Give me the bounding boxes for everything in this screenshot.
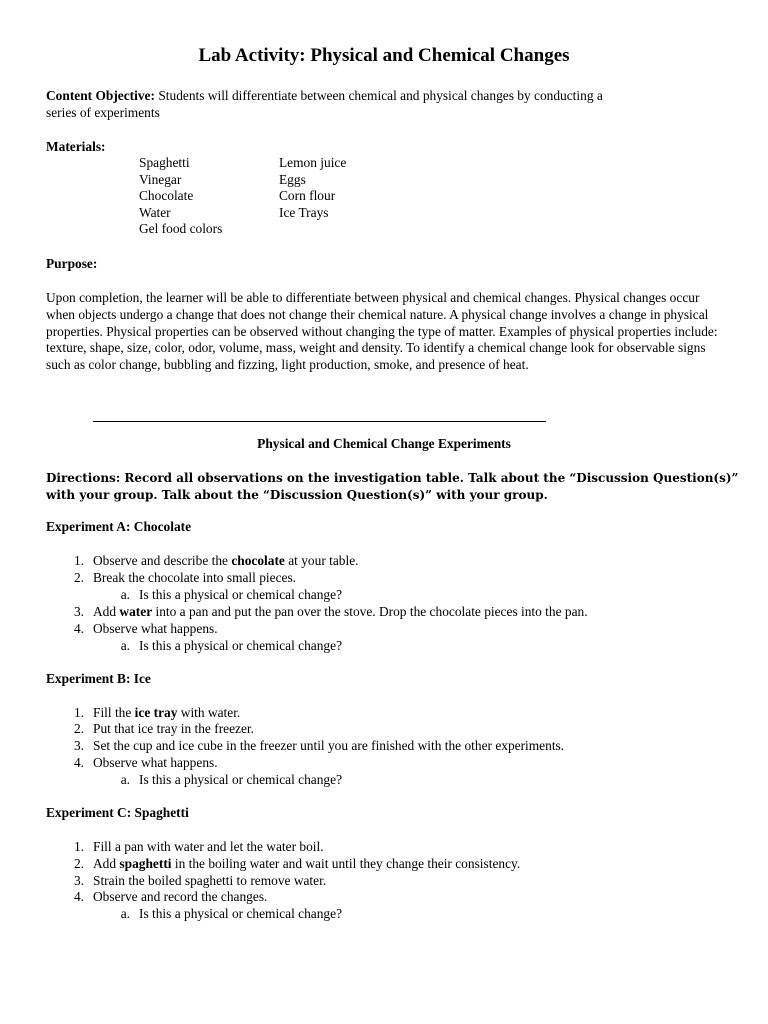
list-number: 1. [73, 553, 84, 568]
experiment-c-step-2 [93, 856, 520, 873]
step-keyword: spaghetti [119, 856, 172, 871]
experiment-a-step-3 [93, 604, 588, 621]
step-text: Observe and describe the [93, 553, 232, 568]
experiment-b-step-4: Observe what happens. [93, 755, 218, 770]
list-number: 3. [73, 738, 84, 753]
step-text: into a pan and put the pan over the stove. Drop the chocolate pieces into the pan. [152, 604, 588, 619]
experiment-a-step-2: Break the chocolate into small pieces. [93, 570, 297, 585]
objective-line-1 [46, 88, 603, 105]
objective-line-2: series of experiments [46, 105, 160, 120]
step-keyword: water [119, 604, 153, 619]
sub-list-letter: a. [120, 906, 130, 921]
experiments-heading [0, 436, 768, 453]
list-number: 1. [73, 705, 84, 720]
experiment-a-step-4: Observe what happens. [93, 621, 218, 636]
material-item: Ice Trays [279, 205, 329, 220]
material-item: Corn flour [279, 188, 336, 203]
purpose-paragraph: Upon completion, the learner will be able to differentiate between physical and chemical changes. Physical changes occur when objects undergo a change that does not change their chemical nature. A physical change involves a change in physical properties. Physical properties can be observed without changing the type of matter. Examples of physical properties include: texture, shape, size, color, odor, volume, mass, weight and density. To identify a chemical change look for observable signs such as color change, bubbling and fizzing, light production, smoke, and presence of heat. [46, 290, 718, 373]
list-number: 3. [73, 604, 84, 619]
material-item: Water [139, 205, 171, 220]
purpose-label [46, 256, 97, 273]
experiment-c-heading [46, 805, 189, 822]
list-number: 1. [73, 839, 84, 854]
sub-list-letter: a. [120, 587, 130, 602]
experiment-a-heading-text: Experiment A: Chocolate [46, 519, 192, 534]
experiment-a-question-1: Is this a physical or chemical change? [139, 587, 343, 602]
list-number: 4. [73, 621, 84, 636]
material-item: Eggs [279, 172, 306, 187]
step-text: at your table. [284, 553, 359, 568]
materials-label-text: Materials: [46, 139, 106, 154]
experiment-b-step-3: Set the cup and ice cube in the freezer until you are finished with the other experiments. [93, 738, 565, 753]
material-item: Spaghetti [139, 155, 190, 170]
step-text: with water. [177, 705, 241, 720]
list-number: 3. [73, 873, 84, 888]
list-number: 4. [73, 755, 84, 770]
list-number: 4. [73, 889, 84, 904]
experiment-c-step-1: Fill a pan with water and let the water boil. [93, 839, 324, 854]
experiment-c-step-4: Observe and record the changes. [93, 889, 268, 904]
list-number: 2. [73, 721, 84, 736]
experiment-c-heading-text: Experiment C: Spaghetti [46, 805, 189, 820]
material-item: Gel food colors [139, 221, 223, 236]
experiment-b-step-2: Put that ice tray in the freezer. [93, 721, 254, 736]
step-text: Add [93, 856, 120, 871]
experiment-b-heading-text: Experiment B: Ice [46, 671, 151, 686]
page-title: Lab Activity: Physical and Chemical Changes [198, 45, 570, 66]
material-item: Chocolate [139, 188, 194, 203]
step-text: in the boiling water and wait until they change their consistency. [171, 856, 521, 871]
experiment-b-question: Is this a physical or chemical change? [139, 772, 343, 787]
experiment-c-step-3: Strain the boiled spaghetti to remove water. [93, 873, 327, 888]
section-divider [93, 421, 546, 422]
sub-list-letter: a. [120, 638, 130, 653]
purpose-label-text: Purpose: [46, 256, 98, 271]
objective-label: Content Objective: [46, 88, 155, 103]
step-text: Add [93, 604, 120, 619]
step-keyword: ice tray [134, 705, 178, 720]
step-text: Fill the [93, 705, 135, 720]
experiment-c-question: Is this a physical or chemical change? [139, 906, 343, 921]
experiment-a-heading [46, 519, 191, 536]
experiments-heading-text: Physical and Chemical Change Experiments [257, 436, 511, 451]
experiment-a-question-2: Is this a physical or chemical change? [139, 638, 343, 653]
list-number: 2. [73, 570, 84, 585]
experiment-a-step-1 [93, 553, 359, 570]
sub-list-letter: a. [120, 772, 130, 787]
material-item: Lemon juice [279, 155, 347, 170]
list-number: 2. [73, 856, 84, 871]
step-keyword: chocolate [231, 553, 285, 568]
experiment-b-heading [46, 671, 151, 688]
experiment-b-step-1 [93, 705, 240, 722]
material-item: Vinegar [139, 172, 182, 187]
materials-label [46, 139, 106, 156]
objective-text: Students will differentiate between chemical and physical changes by conducting a [158, 88, 603, 103]
directions-paragraph: Directions: Record all observations on the investigation table. Talk about the “Discussion Question(s)” with your group. Talk about the “Discussion Question(s)” with your group. [46, 471, 739, 502]
